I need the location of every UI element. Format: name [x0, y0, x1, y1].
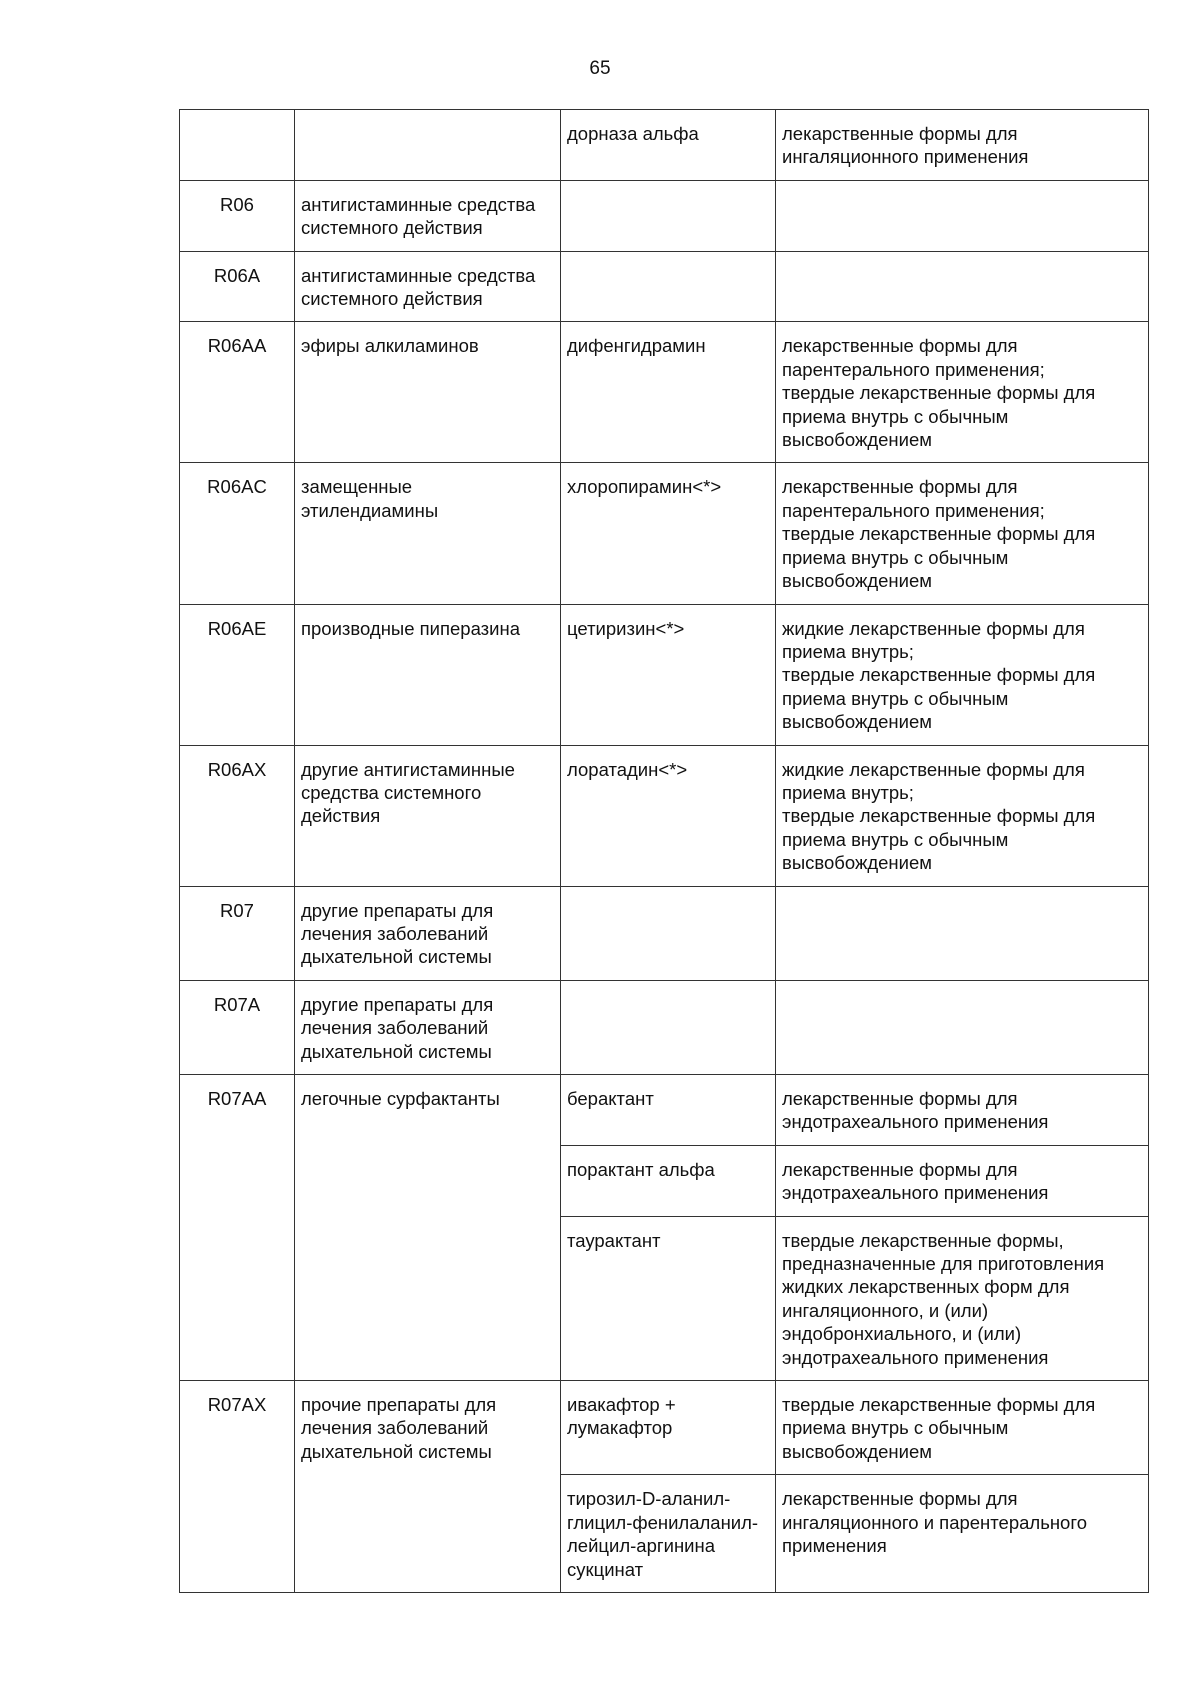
table-row	[180, 1075, 1149, 1146]
drug-name-cell: порактант альфа	[561, 1145, 776, 1216]
group-name-cell: антигистаминные средства системного действия	[295, 251, 561, 322]
dosage-form-cell: жидкие лекарственные формы для приема внутрь; твердые лекарственные формы для приема внутрь с обычным высвобождением	[776, 604, 1149, 745]
table-row	[180, 1381, 1149, 1475]
drug-name-cell: дифенгидрамин	[561, 322, 776, 463]
atc-code-cell: R06AC	[180, 463, 295, 604]
atc-code-cell: R07AA	[180, 1075, 295, 1381]
group-name-cell: другие препараты для лечения заболеваний дыхательной системы	[295, 886, 561, 980]
drug-name-cell: тирозил-D-аланил-глицил-фенилаланил-лейцил-аргинина сукцинат	[561, 1475, 776, 1593]
atc-code-cell: R07	[180, 886, 295, 980]
dosage-form-cell	[776, 886, 1149, 980]
dosage-form-cell: твердые лекарственные формы для приема внутрь с обычным высвобождением	[776, 1381, 1149, 1475]
drug-table	[179, 109, 1149, 1593]
group-name-cell: другие антигистаминные средства системного действия	[295, 745, 561, 886]
drug-name-cell: таурактант	[561, 1216, 776, 1380]
table-row	[180, 980, 1149, 1074]
group-name-cell: прочие препараты для лечения заболеваний дыхательной системы	[295, 1381, 561, 1593]
drug-name-cell	[561, 251, 776, 322]
drug-name-cell: цетиризин<*>	[561, 604, 776, 745]
atc-code-cell: R06AE	[180, 604, 295, 745]
dosage-form-cell: жидкие лекарственные формы для приема внутрь; твердые лекарственные формы для приема внутрь с обычным высвобождением	[776, 745, 1149, 886]
table-row	[180, 180, 1149, 251]
table-row	[180, 463, 1149, 604]
drug-name-cell: лоратадин<*>	[561, 745, 776, 886]
dosage-form-cell	[776, 251, 1149, 322]
table-row	[180, 745, 1149, 886]
table-row	[180, 886, 1149, 980]
dosage-form-cell: лекарственные формы для парентерального применения; твердые лекарственные формы для приема внутрь с обычным высвобождением	[776, 322, 1149, 463]
group-name-cell: производные пиперазина	[295, 604, 561, 745]
page-number: 65	[589, 58, 611, 79]
drug-name-cell: ивакафтор + лумакафтор	[561, 1381, 776, 1475]
drug-name-cell: дорназа альфа	[561, 110, 776, 181]
atc-code-cell: R07AX	[180, 1381, 295, 1593]
atc-code-cell: R06AX	[180, 745, 295, 886]
dosage-form-cell: лекарственные формы для эндотрахеального применения	[776, 1145, 1149, 1216]
atc-code-cell: R07A	[180, 980, 295, 1074]
drug-name-cell	[561, 980, 776, 1074]
group-name-cell	[295, 110, 561, 181]
drug-name-cell	[561, 180, 776, 251]
group-name-cell: антигистаминные средства системного действия	[295, 180, 561, 251]
atc-code-cell	[180, 110, 295, 181]
atc-code-cell: R06	[180, 180, 295, 251]
atc-code-cell: R06A	[180, 251, 295, 322]
dosage-form-cell: лекарственные формы для ингаляционного и парентерального применения	[776, 1475, 1149, 1593]
dosage-form-cell: лекарственные формы для эндотрахеального применения	[776, 1075, 1149, 1146]
group-name-cell: эфиры алкиламинов	[295, 322, 561, 463]
dosage-form-cell: лекарственные формы для ингаляционного применения	[776, 110, 1149, 181]
dosage-form-cell: твердые лекарственные формы, предназначенные для приготовления жидких лекарственных форм для ингаляционного, и (или) эндобронхиального, и (или) эндотрахеального применения	[776, 1216, 1149, 1380]
group-name-cell: замещенные этилендиамины	[295, 463, 561, 604]
table-row	[180, 110, 1149, 181]
drug-name-cell: берактант	[561, 1075, 776, 1146]
dosage-form-cell: лекарственные формы для парентерального применения; твердые лекарственные формы для приема внутрь с обычным высвобождением	[776, 463, 1149, 604]
drug-name-cell	[561, 886, 776, 980]
table-row	[180, 322, 1149, 463]
group-name-cell: легочные сурфактанты	[295, 1075, 561, 1381]
table-row	[180, 604, 1149, 745]
group-name-cell: другие препараты для лечения заболеваний дыхательной системы	[295, 980, 561, 1074]
table-row	[180, 251, 1149, 322]
drug-name-cell: хлоропирамин<*>	[561, 463, 776, 604]
dosage-form-cell	[776, 980, 1149, 1074]
atc-code-cell: R06AA	[180, 322, 295, 463]
dosage-form-cell	[776, 180, 1149, 251]
